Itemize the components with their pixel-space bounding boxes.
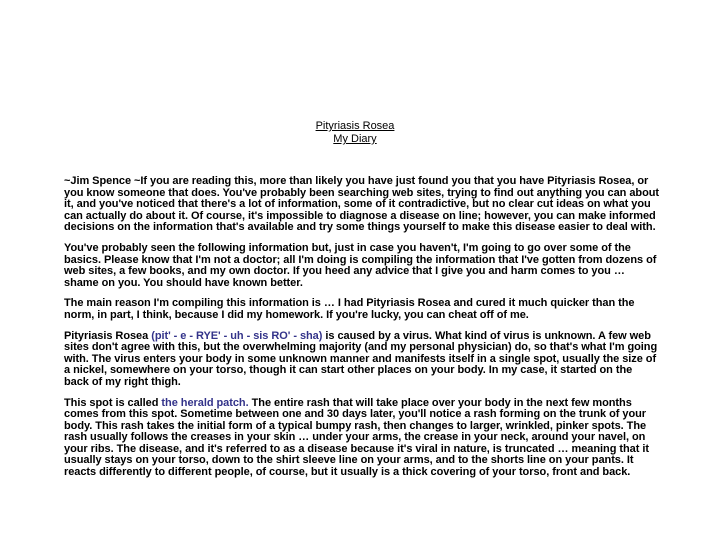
article-body: [64, 176, 660, 488]
reason-paragraph: The main reason I'm compiling this information is … I had Pityriasis Rosea and cured it much quicker than the norm, in part, I think, because I did my homework. If you're lucky, you can cheat off of me.: [64, 297, 635, 321]
intro-paragraph: ~Jim Spence ~If you are reading this, more than likely you have just found you that you have Pityriasis Rosea, or you know someone that does. You've probably been searching web sites, trying to find out anything you can about it, and you've noticed that there's a lot of information, some of it contradictive, but no clear cut ideas on what you can actually do about it. Of course, it's impossible to diagnose a disease on line; however, you can make informed decisions on the information that's available and try some things yourself to make this disease easier to deal with.: [64, 175, 660, 234]
diary-link[interactable]: My Diary: [333, 133, 377, 145]
page-header: [0, 120, 710, 146]
herald-patch-term: the herald patch.: [161, 396, 249, 409]
cause-intro-text: Pityriasis Rosea: [64, 329, 152, 342]
herald-body-text: The entire rash that will take place over your body in the next few months comes from this spot. Sometime between one and 30 days later, you'll notice a rash forming on the trunk of your body. This rash takes the initial form of a typical bumpy rash, then changes to larger, wrinkled, pinker spots. The rash usually follows the creases in your skin … under your arms, the crease in your neck, around your navel, on your ribs. The disease, and it's referred to as a disease because it's viral in nature, is truncated … meaning that it usually stays on your torso, down to the shirt sleeve line on your arms, and to the shorts line on your pants. It reacts differently to different people, of course, but it usually is a thick covering of your torso, front and back.: [64, 396, 649, 479]
cause-paragraph: [64, 331, 660, 389]
pronunciation-text: (pit' - e - RYE' - uh - sis RO' - sha): [151, 329, 323, 342]
herald-patch-paragraph: [64, 398, 660, 479]
basics-paragraph: You've probably seen the following information but, just in case you haven't, I'm going to go over some of the basics. Please know that I'm not a doctor; all I'm doing is compiling the information that I've gotten from dozens of web sites, a few books, and my own doctor. If you heed any advice that I give you and harm comes to you … shame on you. You should have known better.: [64, 241, 657, 289]
cause-body-text: is caused by a virus. What kind of virus is unknown. A few web sites don't agree with this, but the overwhelming majority (and my personal physician) do, so that's what I'm going with. The virus enters your body in some unknown manner and manifests itself in a single spot, usually the size of a nickel, somewhere on your torso, though it can start other places on your body. In my case, it started on the back of my right thigh.: [64, 329, 658, 388]
page-title-link[interactable]: Pityriasis Rosea: [315, 120, 395, 132]
herald-intro-text: This spot is called: [64, 396, 162, 409]
